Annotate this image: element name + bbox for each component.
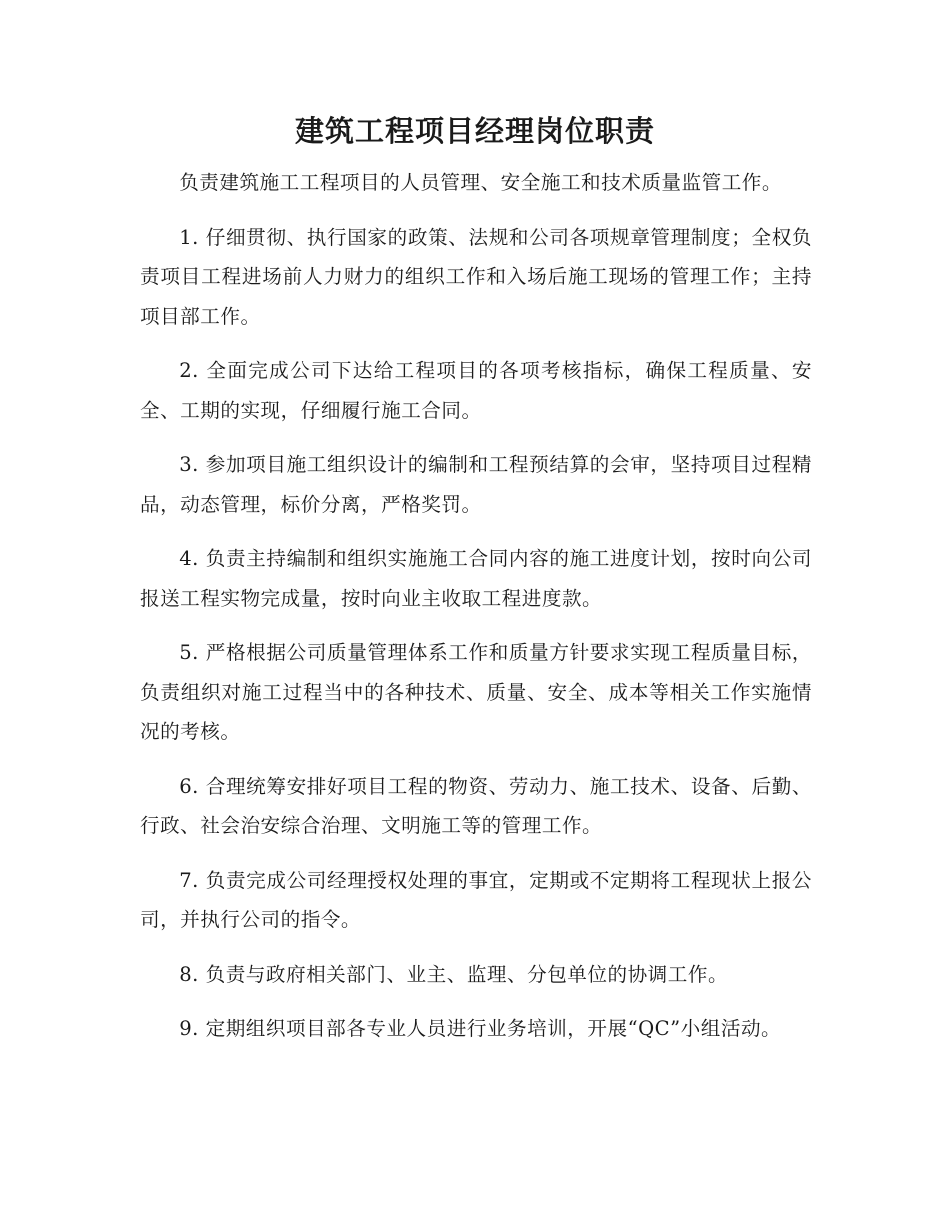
- duty-item-6: 6. 合理统筹安排好项目工程的物资、劳动力、施工技术、设备、后勤、行政、社会治安综合治理、文明施工等的管理工作。: [140, 774, 812, 837]
- document-body: [140, 163, 812, 1064]
- duty-item-7: 7. 负责完成公司经理授权处理的事宜，定期或不定期将工程现状上报公司，并执行公司的指令。: [140, 868, 812, 931]
- duty-item-2: 2. 全面完成公司下达给工程项目的各项考核指标，确保工程质量、安全、工期的实现，仔细履行施工合同。: [140, 359, 812, 422]
- duty-item-3: 3. 参加项目施工组织设计的编制和工程预结算的会审，坚持项目过程精品，动态管理，标价分离，严格奖罚。: [140, 453, 812, 516]
- intro-paragraph: 负责建筑施工工程项目的人员管理、安全施工和技术质量监管工作。: [179, 171, 782, 194]
- document-title: 建筑工程项目经理岗位职责: [294, 114, 655, 148]
- duty-item-9: 9. 定期组织项目部各专业人员进行业务培训，开展“QC”小组活动。: [179, 1017, 782, 1040]
- duty-item-5: 5. 严格根据公司质量管理体系工作和质量方针要求实现工程质量目标，负责组织对施工过程当中的各种技术、质量、安全、成本等相关工作实施情况的考核。: [140, 641, 812, 743]
- duty-item-8: 8. 负责与政府相关部门、业主、监理、分包单位的协调工作。: [179, 962, 729, 986]
- duty-item-4: 4. 负责主持编制和组织实施施工合同内容的施工进度计划，按时向公司报送工程实物完成量，按时向业主收取工程进度款。: [140, 547, 812, 610]
- duty-item-1: 1. 仔细贯彻、执行国家的政策、法规和公司各项规章管理制度；全权负责项目工程进场前人力财力的组织工作和入场后施工现场的管理工作；主持项目部工作。: [140, 225, 812, 328]
